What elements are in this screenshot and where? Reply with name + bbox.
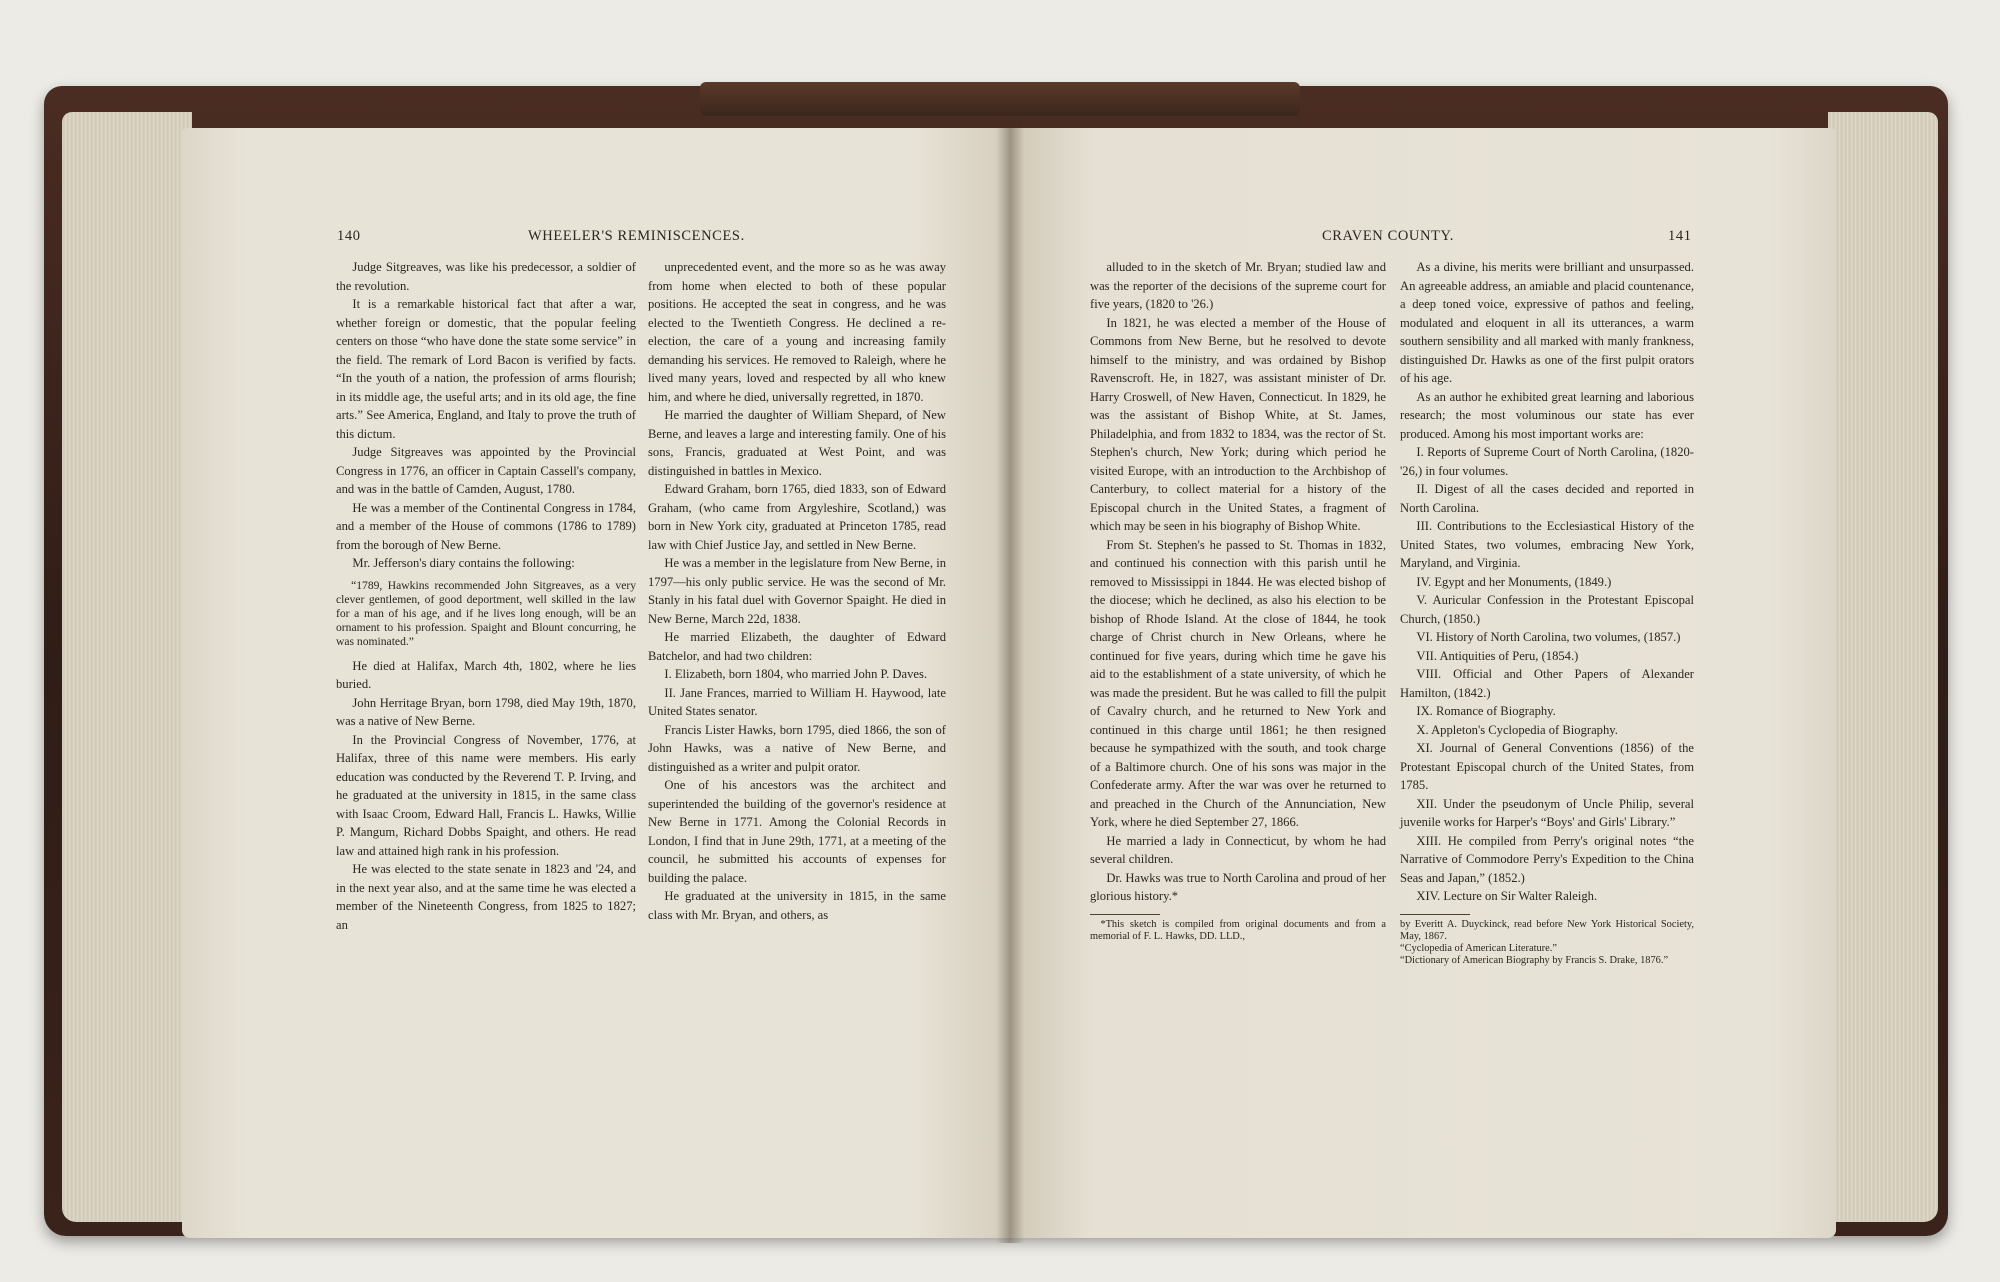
works-list-item: XIV. Lecture on Sir Walter Raleigh. [1416, 889, 1598, 903]
paragraph: In the Provincial Congress of November, 1776, at Halifax, three of this name were members. His early education was conducted by the Reverend T. P. Irving, and he graduated at the university in 1815, in the same class with Isaac Croom, Edward Hall, Francis L. Hawks, Willie P. Mangum, Richard Dobbs Spaight, and others. He read law and attained high rank in his profession. [336, 732, 636, 858]
footnote-rule [1090, 914, 1160, 915]
paragraph: Judge Sitgreaves, was like his predecessor, a soldier of the revolution. [336, 260, 636, 293]
paragraph: Francis Lister Hawks, born 1795, died 1866, the son of John Hawks, was a native of New Berne, and distinguished as a writer and pulpit orator. [648, 722, 946, 774]
paragraph: He died at Halifax, March 4th, 1802, where he lies buried. [336, 658, 636, 691]
left-page-number: 140 [337, 228, 361, 244]
paragraph: alluded to in the sketch of Mr. Bryan; studied law and was the reporter of the decisions of the supreme court for five years, (1820 to '26.) [1090, 260, 1386, 311]
left-page-column-1 [336, 258, 636, 934]
left-running-head: WHEELER'S REMINISCENCES. [528, 228, 745, 244]
works-list-item: X. Appleton's Cyclopedia of Biography. [1416, 722, 1618, 737]
paragraph: As a divine, his merits were brilliant and unsurpassed. An agreeable address, an amiable and placid countenance, a deep toned voice, expressive of pathos and feeling, modulated and eloquent in all its utterances, a warm southern sensibility and all marked with manly frankness, distinguished Dr. Hawks as one of the first pulpit orators of his age. [1400, 260, 1694, 385]
works-list-item: VI. History of North Carolina, two volumes, (1857.) [1416, 630, 1681, 644]
works-list-item: II. Digest of all the cases decided and reported in North Carolina. [1400, 482, 1694, 515]
reference-note: by Everitt A. Duyckinck, read before New York Historical Society, May, 1867. [1400, 918, 1694, 942]
paragraph: He graduated at the university in 1815, in the same class with Mr. Bryan, and others, as [648, 889, 946, 922]
works-list-item: XI. Journal of General Conventions (1856) of the Protestant Episcopal church of the United States, from 1785. [1400, 741, 1694, 792]
paragraph: II. Jane Frances, married to William H. Haywood, late United States senator. [648, 685, 946, 718]
reference-note: “Cyclopedia of American Literature.” [1400, 942, 1557, 954]
paragraph: He was a member of the Continental Congress in 1784, and a member of the House of commons (1786 to 1789) from the borough of New Berne. [336, 500, 636, 552]
works-list-item: V. Auricular Confession in the Protestant Episcopal Church, (1850.) [1400, 593, 1694, 626]
paragraph: unprecedented event, and the more so as he was away from home when elected to both of these popular positions. He accepted the seat in congress, and he was elected to the Twentieth Congress. He declined a re-election, the care of a young and increasing family demanding his services. He removed to Raleigh, where he lived many years, loved and respected by all who knew him, and where he died, universally regretted, in 1870. [648, 260, 946, 404]
references-rule [1400, 914, 1470, 915]
paragraph: He married a lady in Connecticut, by whom he had several children. [1090, 833, 1386, 866]
footnote: *This sketch is compiled from original documents and from a memorial of F. L. Hawks, DD. LLD., [1090, 918, 1386, 942]
works-list-item: VII. Antiquities of Peru, (1854.) [1416, 648, 1579, 663]
page-edges-right [1828, 112, 1938, 1222]
paragraph: Dr. Hawks was true to North Carolina and proud of her glorious history.* [1090, 870, 1386, 903]
paragraph: From St. Stephen's he passed to St. Thomas in 1832, and continued his connection with this parish until he removed to Mississippi in 1844. He was elected bishop of the diocese; which he declined, as also his election to be bishop of Rhode Island. At the close of 1844, he took charge of Christ church in New Orleans, where he continued for five years, during which time he gave his aid to the establishment of a state university, of which he was made the president. But he was called to fill the pulpit of Cavalry church, and he returned to New York and continued in this charge until 1861; he then resigned because he sympathized with the south, and took charge of a Baltimore church. One of his sons was major in the Confederate army. After the war was over he returned to and preached in the Church of the Annunciation, New York, where he died September 27, 1866. [1090, 537, 1386, 829]
works-list [1400, 443, 1694, 906]
paragraph: It is a remarkable historical fact that after a war, whether foreign or domestic, that the popular feeling centers on those “who have done the state some service” in the field. The remark of Lord Bacon is verified by facts. “In the youth of a nation, the profession of arms flourish; in its middle age, the useful arts; and in its old age, the fine arts.” See America, England, and Italy to prove the truth of this dictum. [336, 297, 636, 441]
right-page-column-2 [1400, 258, 1694, 967]
paragraph: John Herritage Bryan, born 1798, died May 19th, 1870, was a native of New Berne. [336, 695, 636, 728]
works-list-item: XIII. He compiled from Perry's original notes “the Narrative of Commodore Perry's Expedition to the China Seas and Japan,” (1852.) [1400, 833, 1694, 885]
paragraph: I. Elizabeth, born 1804, who married John P. Daves. [664, 667, 928, 681]
works-list-item: XII. Under the pseudonym of Uncle Philip, several juvenile works for Harper's “Boys' and Girls' Library.” [1400, 796, 1694, 829]
reference-note: “Dictionary of American Biography by Francis S. Drake, 1876.” [1400, 954, 1669, 966]
paragraph: In 1821, he was elected a member of the House of Commons from New Berne, but he resolved to devote himself to the ministry, and was ordained by Bishop Ravenscroft. He, in 1827, was assistant minister of Dr. Harry Croswell, of New Haven, Connecticut. In 1829, he was the assistant of Bishop White, at St. James, Philadelphia, and from 1832 to 1834, was the rector of St. Stephen's church, New York; during which period he visited Europe, with an introduction to the Archbishop of Canterbury, to collect material for a history of the Episcopal church in the United States, a fragment of which may be seen in his biography of Bishop White. [1090, 315, 1386, 533]
right-running-head: CRAVEN COUNTY. [1322, 228, 1454, 244]
right-page-number: 141 [1668, 228, 1692, 244]
paragraph: Mr. Jefferson's diary contains the following: [352, 556, 575, 570]
left-page-column-2 [648, 258, 946, 924]
paragraph: He married the daughter of William Shepard, of New Berne, and leaves a large and interesting family. One of his sons, Francis, graduated at West Point, and was distinguished in battles in Mexico. [648, 408, 946, 478]
works-list-item: VIII. Official and Other Papers of Alexander Hamilton, (1842.) [1400, 667, 1694, 700]
works-list-item: IV. Egypt and her Monuments, (1849.) [1416, 574, 1612, 589]
paragraph: As an author he exhibited great learning and laborious research; the most voluminous our state has ever produced. Among his most important works are: [1400, 389, 1694, 441]
paragraph: Edward Graham, born 1765, died 1833, son of Edward Graham, (who came from Argyleshire, Scotland,) was born in New York city, graduated at Princeton 1785, read law with Chief Justice Jay, and settled in New Berne. [648, 482, 946, 552]
right-page-column-1 [1090, 258, 1386, 943]
paragraph: He was elected to the state senate in 1823 and '24, and in the next year also, and at the same time he was elected a member of the Nineteenth Congress, from 1825 to 1827; an [336, 862, 636, 932]
works-list-item: IX. Romance of Biography. [1416, 704, 1556, 718]
paragraph: He married Elizabeth, the daughter of Edward Batchelor, and had two children: [648, 630, 946, 663]
paragraph: He was a member in the legislature from New Berne, in 1797—his only public service. He was the second of Mr. Stanly in his fatal duel with Governor Spaight. He died in New Berne, March 22d, 1838. [648, 556, 946, 626]
page-edges-left [62, 112, 192, 1222]
paragraph: Judge Sitgreaves was appointed by the Provincial Congress in 1776, an officer in Captain Cassell's company, and was in the battle of Camden, August, 1780. [336, 445, 636, 496]
book-gutter [996, 118, 1024, 1243]
jefferson-diary-quote: “1789, Hawkins recommended John Sitgreaves, as a very clever gentlemen, of good deportment, well skilled in the law for a man of his age, and if he lives long enough, will be an ornament to his profession. Spaight and Blount concurring, he was nominated.” [336, 578, 636, 648]
paragraph: One of his ancestors was the architect and superintended the building of the governor's residence at New Berne in 1771. Among the Colonial Records in London, I find that in June 29th, 1771, at a meeting of the council, he submitted his accounts of expenses for building the palace. [648, 778, 946, 885]
book-spine [700, 82, 1300, 116]
works-list-item: I. Reports of Supreme Court of North Carolina, (1820-'26,) in four volumes. [1400, 445, 1694, 478]
works-list-item: III. Contributions to the Ecclesiastical History of the United States, two volumes, embracing New York, Maryland, and Virginia. [1400, 519, 1694, 570]
